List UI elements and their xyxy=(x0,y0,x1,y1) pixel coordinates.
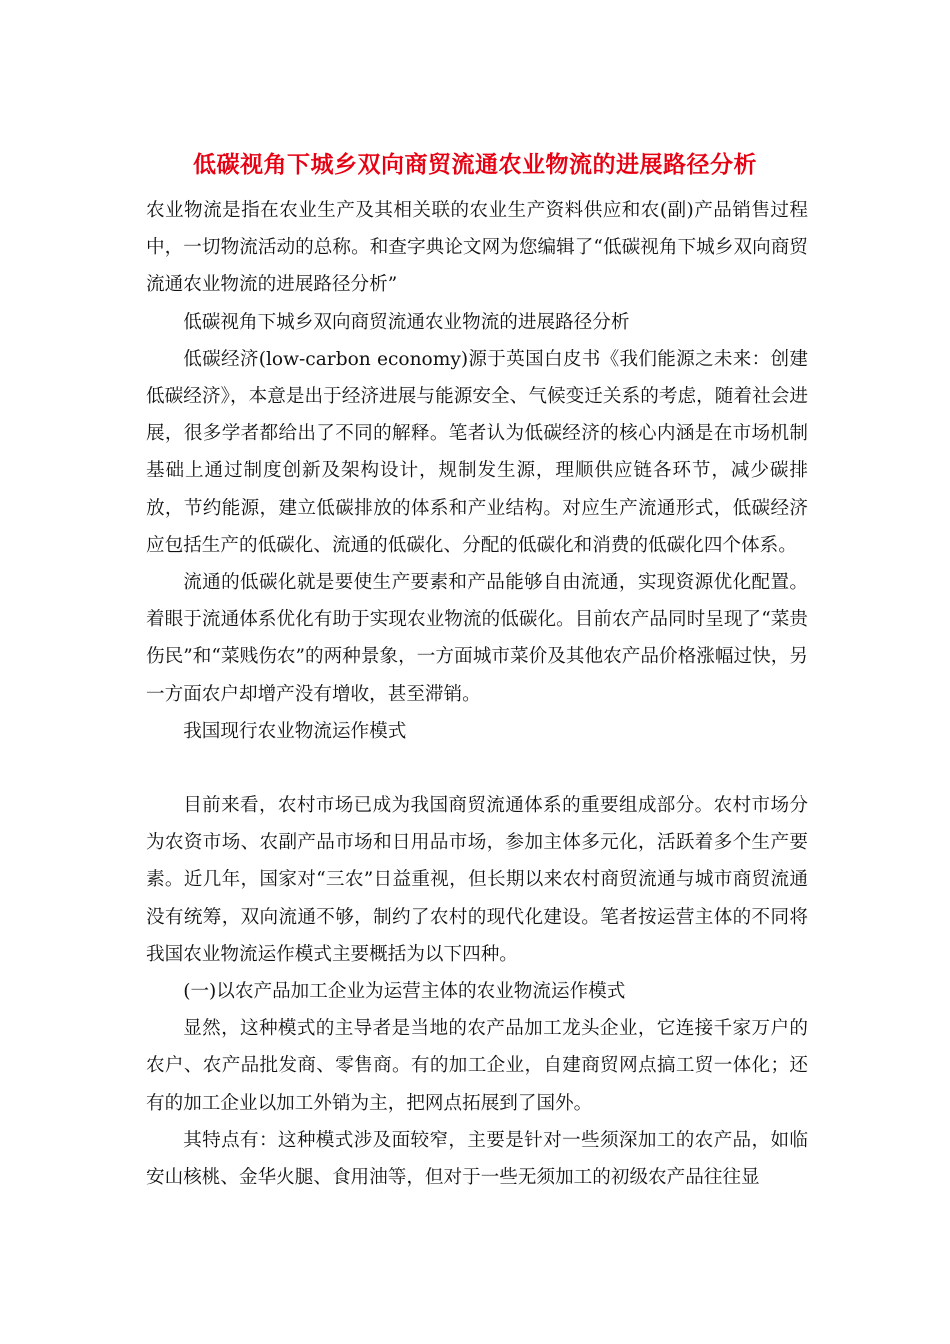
section-heading-current-modes: 我国现行农业物流运作模式 xyxy=(183,720,407,742)
paragraph-mode-one-description: 显然，这种模式的主导者是当地的农产品加工龙头企业，它连接千家万户的农户、农产品批发商、零售商。有的加工企业，自建商贸网点搞工贸一体化；还有的加工企业以加工外销为主，把网点拓展到了国外。 xyxy=(146,1018,808,1114)
document-body xyxy=(146,192,808,1196)
section-heading-mode-one: (一)以农产品加工企业为运营主体的农业物流运作模式 xyxy=(183,981,626,1003)
document-title: 低碳视角下城乡双向商贸流通农业物流的进展路径分析 xyxy=(193,151,757,178)
paragraph-low-carbon-economy: 低碳经济(low-carbon economy)源于英国白皮书《我们能源之未来：创建低碳经济》，本意是出于经济进展与能源安全、气候变迁关系的考虑，随着社会进展，很多学者都给出了不同的解释。笔者认为低碳经济的核心内涵是在市场机制基础上通过制度创新及架构设计，规制发生源，理顺供应链各环节，减少碳排放，节约能源，建立低碳排放的体系和产业结构。对应生产流通形式，低碳经济应包括生产的低碳化、流通的低碳化、分配的低碳化和消费的低碳化四个体系。 xyxy=(146,348,808,556)
paragraph-mode-one-features: 其特点有：这种模式涉及面较窄，主要是针对一些须深加工的农产品，如临安山核桃、金华火腿、食用油等，但对于一些无须加工的初级农产品往往显 xyxy=(146,1129,808,1189)
paragraph-intro: 农业物流是指在农业生产及其相关联的农业生产资料供应和农(副)产品销售过程中，一切物流活动的总称。和查字典论文网为您编辑了“低碳视角下城乡双向商贸流通农业物流的进展路径分析” xyxy=(146,200,808,296)
paragraph-circulation: 流通的低碳化就是要使生产要素和产品能够自由流通，实现资源优化配置。着眼于流通体系优化有助于实现农业物流的低碳化。目前农产品同时呈现了“菜贵伤民”和“菜贱伤农”的两种景象，一方面城市菜价及其他农产品价格涨幅过快，另一方面农户却增产没有增收，甚至滞销。 xyxy=(146,572,808,705)
paragraph-rural-market: 目前来看，农村市场已成为我国商贸流通体系的重要组成部分。农村市场分为农资市场、农副产品市场和日用品市场，参加主体多元化，活跃着多个生产要素。近几年，国家对“三农”日益重视，但长期以来农村商贸流通与城市商贸流通没有统筹，双向流通不够，制约了农村的现代化建设。笔者按运营主体的不同将我国农业物流运作模式主要概括为以下四种。 xyxy=(146,795,808,965)
paragraph-subtitle: 低碳视角下城乡双向商贸流通农业物流的进展路径分析 xyxy=(183,311,630,333)
